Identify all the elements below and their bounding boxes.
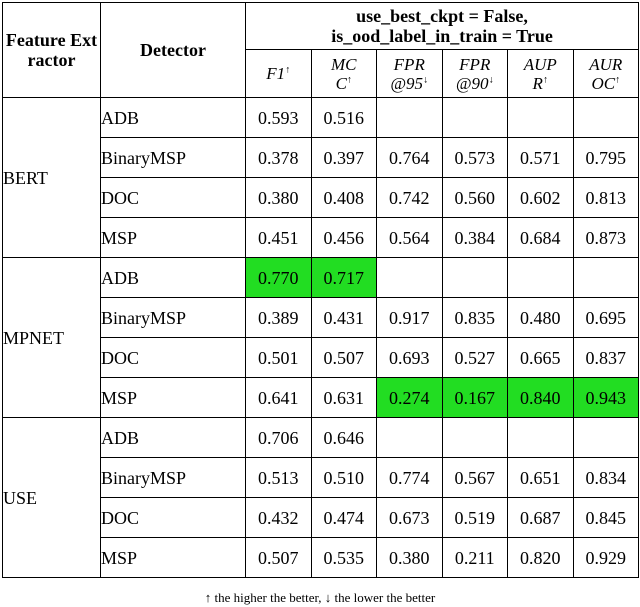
footnote: ↑ the higher the better, ↓ the lower the better xyxy=(204,590,436,605)
results-body xyxy=(3,98,639,578)
detector-cell: DOC xyxy=(101,498,246,538)
value-cell: 0.274 xyxy=(377,378,443,418)
value-cell: 0.389 xyxy=(246,298,312,338)
arrow-up-icon: ↑ xyxy=(346,73,352,85)
value-cell: 0.211 xyxy=(442,538,508,578)
header-feature-extractor: Feature Extractor xyxy=(3,3,101,98)
value-cell: 0.408 xyxy=(311,178,377,218)
value-cell: 0.774 xyxy=(377,458,443,498)
value-cell xyxy=(508,98,574,138)
value-cell xyxy=(377,98,443,138)
metric-header-1 xyxy=(311,50,377,98)
value-cell: 0.717 xyxy=(311,258,377,298)
value-cell: 0.380 xyxy=(246,178,312,218)
detector-cell: ADB xyxy=(101,418,246,458)
value-cell: 0.813 xyxy=(573,178,639,218)
value-cell: 0.943 xyxy=(573,378,639,418)
value-cell: 0.695 xyxy=(573,298,639,338)
value-cell xyxy=(442,258,508,298)
metric-header-3 xyxy=(442,50,508,98)
value-cell xyxy=(573,418,639,458)
value-cell: 0.571 xyxy=(508,138,574,178)
value-cell: 0.693 xyxy=(377,338,443,378)
detector-cell: MSP xyxy=(101,538,246,578)
value-cell: 0.820 xyxy=(508,538,574,578)
metric-label: FPR xyxy=(393,54,425,74)
value-cell: 0.516 xyxy=(311,98,377,138)
value-cell: 0.706 xyxy=(246,418,312,458)
detector-cell: MSP xyxy=(101,378,246,418)
value-cell: 0.456 xyxy=(311,218,377,258)
detector-cell: ADB xyxy=(101,258,246,298)
value-cell: 0.378 xyxy=(246,138,312,178)
metric-label: AUR xyxy=(589,54,623,74)
results-table xyxy=(2,2,639,578)
value-cell: 0.665 xyxy=(508,338,574,378)
value-cell: 0.527 xyxy=(442,338,508,378)
value-cell: 0.795 xyxy=(573,138,639,178)
value-cell: 0.602 xyxy=(508,178,574,218)
value-cell: 0.687 xyxy=(508,498,574,538)
value-cell: 0.837 xyxy=(573,338,639,378)
value-cell: 0.397 xyxy=(311,138,377,178)
detector-cell: MSP xyxy=(101,218,246,258)
value-cell: 0.764 xyxy=(377,138,443,178)
value-cell: 0.631 xyxy=(311,378,377,418)
feature-extractor-cell: MPNET xyxy=(3,258,101,418)
value-cell xyxy=(508,258,574,298)
value-cell: 0.567 xyxy=(442,458,508,498)
metric-label: F1 xyxy=(266,64,286,83)
metric-label-cont: @90 xyxy=(455,73,489,93)
metric-label: AUP xyxy=(523,54,557,74)
arrow-up-icon: ↑ xyxy=(285,64,291,76)
value-cell: 0.519 xyxy=(442,498,508,538)
metric-header-4 xyxy=(508,50,574,98)
metric-label-cont: R xyxy=(532,73,543,93)
value-cell: 0.770 xyxy=(246,258,312,298)
value-cell: 0.513 xyxy=(246,458,312,498)
detector-cell: DOC xyxy=(101,338,246,378)
value-cell: 0.480 xyxy=(508,298,574,338)
detector-cell: BinaryMSP xyxy=(101,138,246,178)
table-row xyxy=(3,98,639,138)
metric-label-cont: OC xyxy=(591,73,616,93)
value-cell xyxy=(377,418,443,458)
value-cell: 0.929 xyxy=(573,538,639,578)
value-cell: 0.641 xyxy=(246,378,312,418)
header-detector: Detector xyxy=(101,3,246,98)
value-cell xyxy=(377,258,443,298)
value-cell xyxy=(442,98,508,138)
value-cell: 0.431 xyxy=(311,298,377,338)
config-line-1: use_best_ckpt = False, xyxy=(356,6,528,26)
value-cell: 0.510 xyxy=(311,458,377,498)
value-cell: 0.384 xyxy=(442,218,508,258)
value-cell: 0.917 xyxy=(377,298,443,338)
value-cell: 0.501 xyxy=(246,338,312,378)
value-cell: 0.684 xyxy=(508,218,574,258)
metric-header-0 xyxy=(246,50,312,98)
metric-label-cont: @95 xyxy=(390,73,424,93)
detector-cell: DOC xyxy=(101,178,246,218)
value-cell: 0.845 xyxy=(573,498,639,538)
value-cell: 0.651 xyxy=(508,458,574,498)
feature-extractor-cell: BERT xyxy=(3,98,101,258)
metric-label: MC xyxy=(331,54,357,74)
value-cell: 0.673 xyxy=(377,498,443,538)
arrow-down-icon: ↓ xyxy=(488,73,494,85)
value-cell: 0.646 xyxy=(311,418,377,458)
detector-cell: ADB xyxy=(101,98,246,138)
table-row xyxy=(3,258,639,298)
value-cell xyxy=(573,98,639,138)
value-cell: 0.167 xyxy=(442,378,508,418)
detector-cell: BinaryMSP xyxy=(101,458,246,498)
value-cell: 0.474 xyxy=(311,498,377,538)
value-cell: 0.573 xyxy=(442,138,508,178)
metric-header-2 xyxy=(377,50,443,98)
metric-label-cont: C xyxy=(335,73,347,93)
arrow-down-icon: ↓ xyxy=(423,73,429,85)
value-cell: 0.593 xyxy=(246,98,312,138)
value-cell: 0.380 xyxy=(377,538,443,578)
config-line-2: is_ood_label_in_train = True xyxy=(331,26,553,46)
value-cell xyxy=(508,418,574,458)
value-cell: 0.507 xyxy=(246,538,312,578)
value-cell: 0.451 xyxy=(246,218,312,258)
value-cell xyxy=(573,258,639,298)
value-cell: 0.432 xyxy=(246,498,312,538)
value-cell: 0.873 xyxy=(573,218,639,258)
header-config xyxy=(246,3,639,50)
arrow-up-icon: ↑ xyxy=(615,73,621,85)
table-row xyxy=(3,418,639,458)
metric-header-5 xyxy=(573,50,639,98)
value-cell: 0.742 xyxy=(377,178,443,218)
feature-extractor-cell: USE xyxy=(3,418,101,578)
metric-label: FPR xyxy=(459,54,491,74)
value-cell: 0.507 xyxy=(311,338,377,378)
value-cell: 0.535 xyxy=(311,538,377,578)
arrow-up-icon: ↑ xyxy=(542,73,548,85)
value-cell: 0.834 xyxy=(573,458,639,498)
value-cell: 0.840 xyxy=(508,378,574,418)
value-cell: 0.560 xyxy=(442,178,508,218)
detector-cell: BinaryMSP xyxy=(101,298,246,338)
value-cell: 0.564 xyxy=(377,218,443,258)
value-cell: 0.835 xyxy=(442,298,508,338)
value-cell xyxy=(442,418,508,458)
